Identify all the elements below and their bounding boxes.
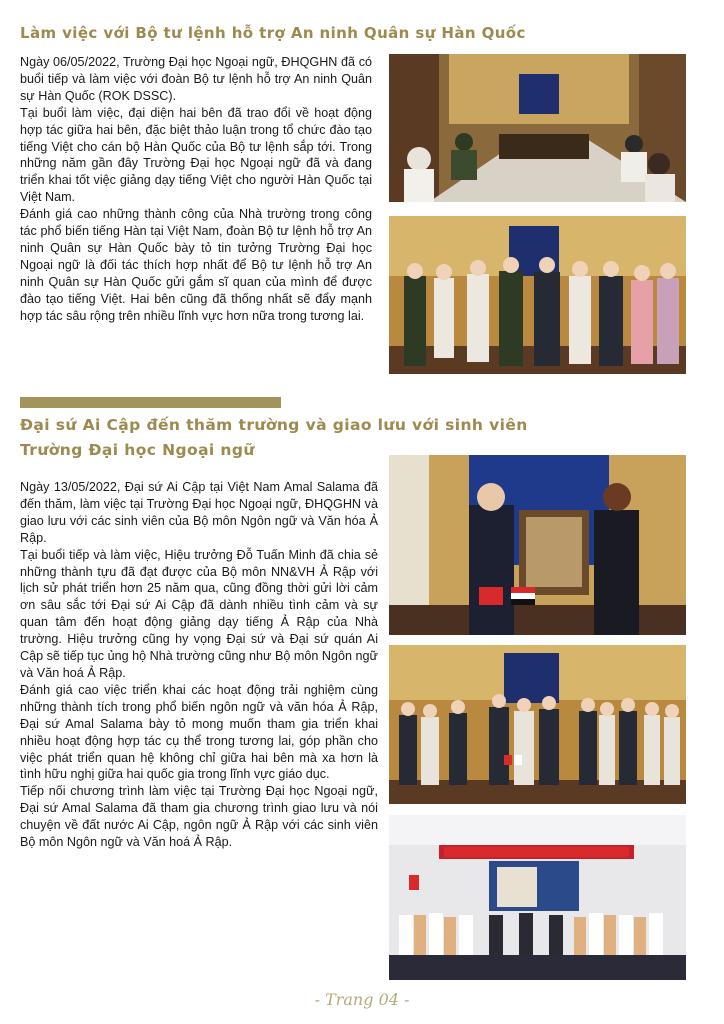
article2-title-line: Trường Đại học Ngoại ngữ xyxy=(20,441,255,459)
delegation-photo xyxy=(389,645,686,804)
article2-body xyxy=(20,479,378,851)
gift-exchange-photo xyxy=(389,455,686,635)
article2-paragraph: Ngày 13/05/2022, Đại sứ Ai Cập tại Việt Nam Amal Salama đã đến thăm, làm việc tại Trường Đại học Ngoại ngữ, ĐHQGHN và giao lưu với các sinh viên của Bộ môn Ngôn ngữ và Văn hóa Ả Rập. xyxy=(20,480,378,545)
student-exchange-photo xyxy=(389,815,686,980)
meeting-photo xyxy=(389,54,686,202)
page-number: - Trang 04 - xyxy=(314,990,410,1009)
article2-paragraph: Tại buổi tiếp và làm việc, Hiệu trưởng Đỗ Tuấn Minh đã chia sẻ những thành tựu đã đạt được của Bộ môn NN&VH Ả Rập với lịch sử phát triển hơn 25 năm qua, cũng đồng thời gửi lời cảm ơn sâu sắc tới Đại sứ Ai Cập đã dành nhiều tình cảm và sự quan tâm đến hoạt động giảng dạy tiếng Ả Rập của Nhà trường. Hiệu trưởng cũng hy vọng Đại sứ và Đại sứ quán Ai Cập sẽ tiếp tục ủng hộ Nhà trường cũng như Bộ môn Ngôn ngữ và Văn hoá Ả Rập. xyxy=(20,547,378,680)
article2-paragraph: Đánh giá cao việc triển khai các hoạt động trải nghiệm cùng những thành tích trong phổ biến ngôn ngữ và văn hóa Ả Rập, Đại sứ Amal Salama bày tỏ mong muốn tham gia triển khai nhiều hoạt động hợp tác cụ thể trong tương lai, góp phần cho việc phát triển quan hệ không chỉ giữa hai bên mà xa hơn là tình hữu nghị giữa hai quốc gia trong lĩnh vực giáo dục. xyxy=(20,682,378,782)
article2-title-line: Đại sứ Ai Cập đến thăm trường và giao lưu với sinh viên xyxy=(20,416,528,434)
article1-paragraph: Đánh giá cao những thành công của Nhà trường trong công tác phổ biến tiếng Hàn tại Việt Nam, đoàn Bộ tư lệnh hỗ trợ An ninh Quân sự Hàn Quốc bày tỏ tin tưởng Trường Đại học Ngoại ngữ là đối tác thích hợp nhất để Bộ tư lệnh hỗ trợ An ninh Quân sự Hàn Quốc gửi gắm sĩ quan của mình để được đào tạo tiếng Việt. Hai bên cũng đã thống nhất sẽ đẩy mạnh hợp tác sâu rộng trên nhiều lĩnh vực hơn nữa trong tương lai. xyxy=(20,207,372,323)
article1-body xyxy=(20,54,372,325)
group-photo xyxy=(389,216,686,374)
article1-paragraph: Ngày 06/05/2022, Trường Đại học Ngoại ngữ, ĐHQGHN đã có buổi tiếp và làm việc với đoàn Bộ tư lệnh hỗ trợ An ninh Quân sự Hàn Quốc (ROK DSSC). xyxy=(20,55,372,103)
article2-paragraph: Tiếp nối chương trình làm việc tại Trường Đại học Ngoại ngữ, Đại sứ Amal Salama đã tham gia chương trình giao lưu và nói chuyện về đất nước Ai Cập, ngôn ngữ Ả Rập với các sinh viên Bộ môn Ngôn ngữ và Văn hoá Ả Rập. xyxy=(20,784,378,850)
article1-title: Làm việc với Bộ tư lệnh hỗ trợ An ninh Quân sự Hàn Quốc xyxy=(20,24,526,42)
section-divider xyxy=(20,397,281,408)
article1-paragraph: Tại buổi làm việc, đại diện hai bên đã trao đổi về hoạt động hợp tác giữa hai bên, đặc biệt thảo luận trong tổ chức đào tạo tiếng Việt cho cán bộ Hàn Quốc của Bộ tư lệnh sắp tới. Trong những năm gần đây Trường Đại học Ngoại ngữ đã và đang triển khai tốt việc giảng dạy tiếng Việt cho người Hàn Quốc tại Việt Nam. xyxy=(20,105,372,205)
